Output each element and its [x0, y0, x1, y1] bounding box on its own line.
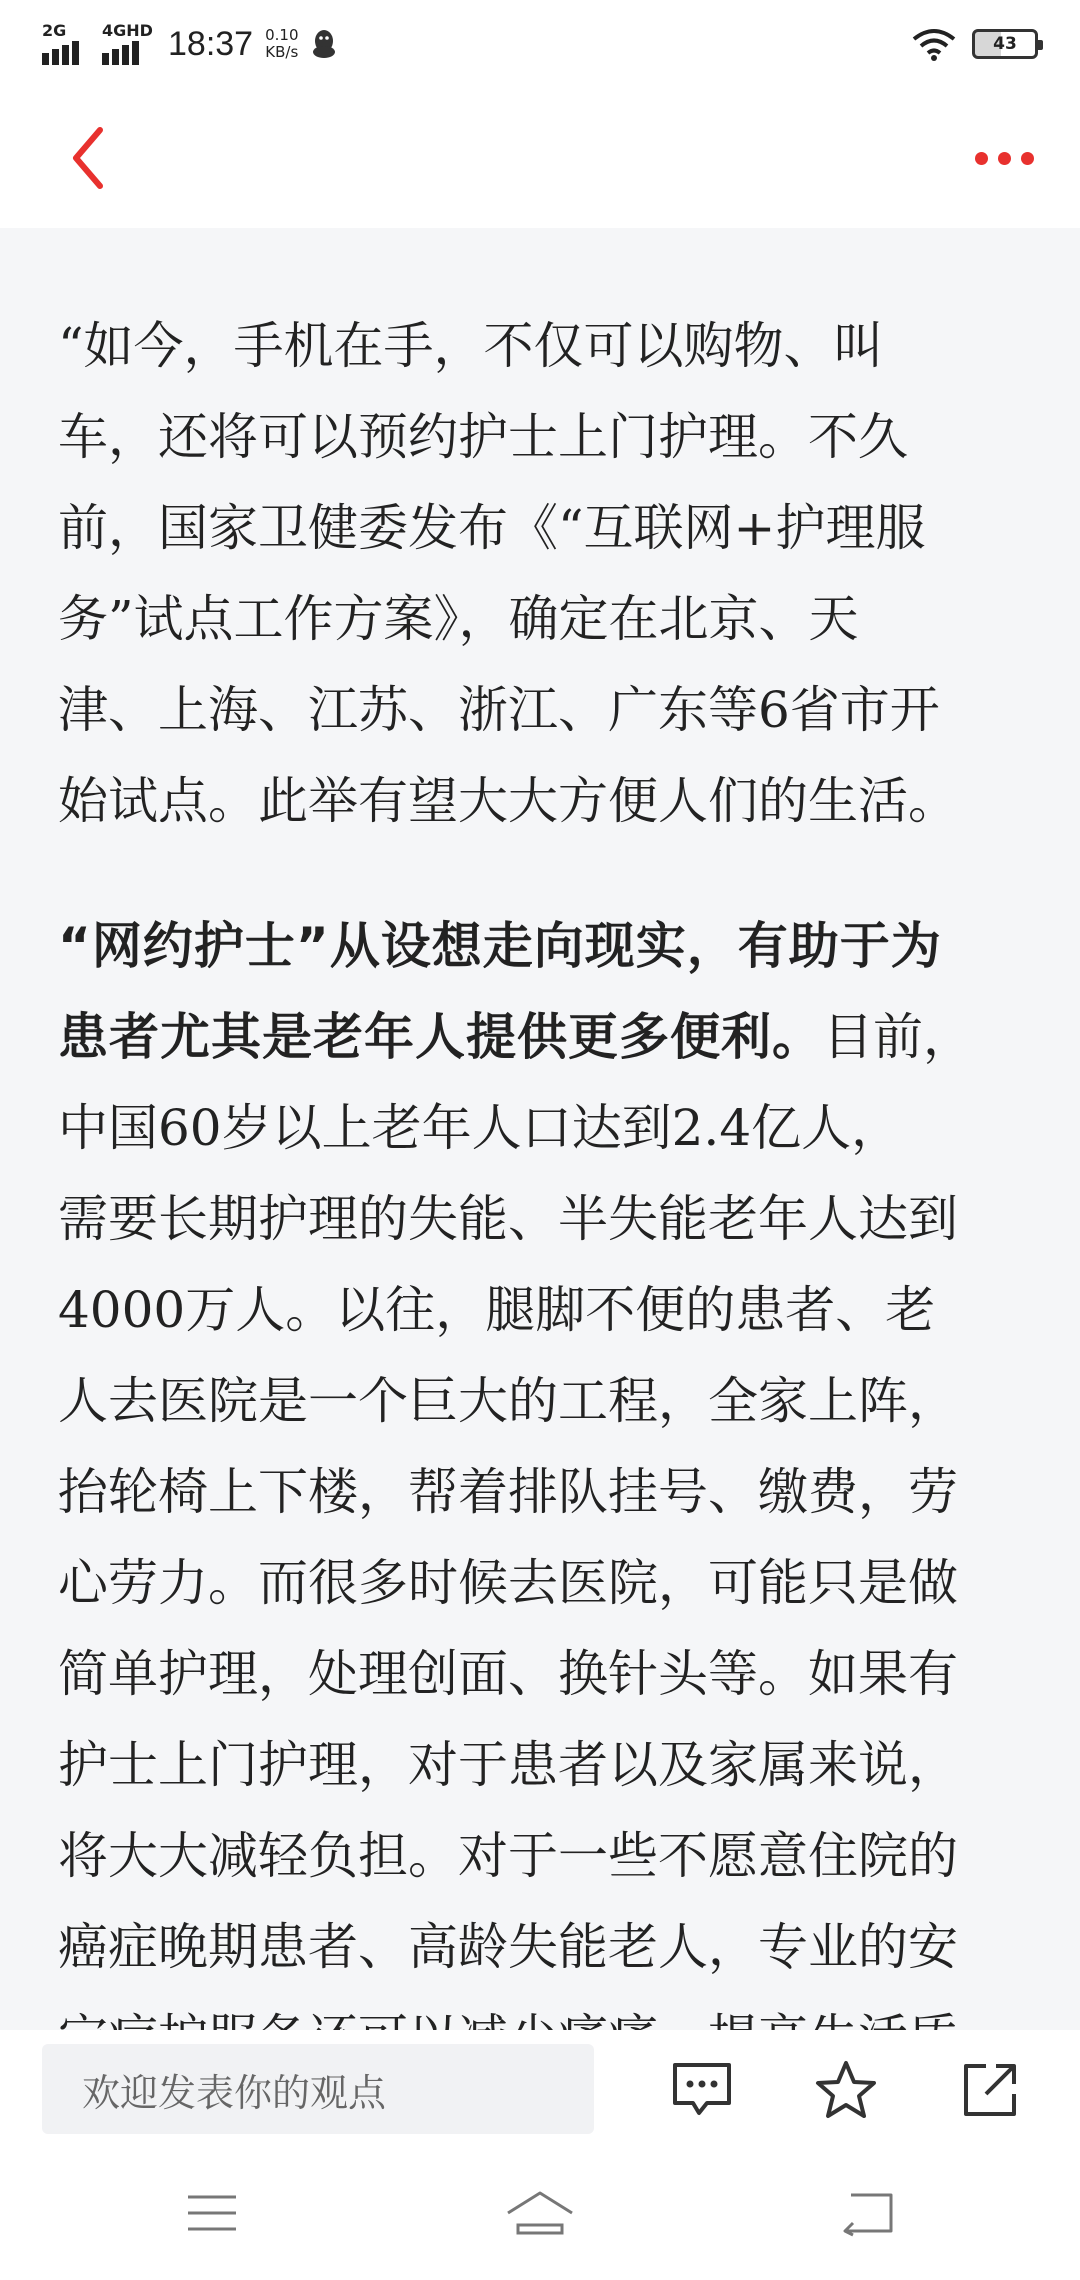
system-back-button[interactable] — [828, 2178, 908, 2248]
wifi-icon — [912, 27, 956, 61]
signal-sim1-icon — [42, 23, 90, 65]
battery-icon — [972, 29, 1038, 59]
article-paragraph-2 — [58, 901, 1028, 2084]
status-bar — [0, 0, 1080, 88]
system-menu-button[interactable] — [172, 2178, 252, 2248]
comment-input[interactable]: 欢迎发表你的观点 — [42, 2044, 594, 2134]
speed-unit: KB/s — [265, 43, 299, 61]
top-nav-bar — [0, 88, 1080, 228]
battery-level: 43 — [993, 34, 1017, 54]
article-content — [0, 228, 1080, 2030]
star-icon — [814, 2059, 878, 2121]
home-icon — [504, 2189, 576, 2237]
article-paragraph-2-body: 目前， 中国60岁以上老年人口达到2.4亿人， 需要长期护理的失能、半失能老年人达到 4000万人。以往，腿脚不便的患者、老 人去医院是一个巨大的工程，全家上阵， 抬轮椅上下楼，帮着排队挂号、缴费，劳 心劳力。而很多时候去医院，可能只是做 简单护理，处理创面、换针头等。如果有 护士上门护理，对于患者以及家属来说， 将大大减轻负担。对于一些不愿意住院的 癌症晚期患者、高龄失能老人，专业的安 — [58, 1008, 973, 1976]
more-dot — [975, 152, 988, 165]
chevron-left-icon — [68, 126, 108, 190]
sim2-label: 4GHD — [102, 21, 153, 40]
menu-icon — [186, 2193, 238, 2233]
more-dot — [1021, 152, 1034, 165]
back-icon — [841, 2191, 895, 2235]
comment-icon — [671, 2061, 733, 2119]
article-paragraph-1: “如今，手机在手，不仅可以购物、叫 车，还将可以预约护士上门护理。不久 前，国家卫健委发布《“互联网+护理服 务”试点工作方案》，确定在北京、天 津、上海、江苏、浙江、广东等6省市开 始试点。此举有望大大方便人们的生活。 — [58, 317, 958, 830]
system-nav-bar — [0, 2148, 1080, 2280]
sim1-label: 2G — [42, 21, 67, 40]
comments-button[interactable] — [662, 2050, 742, 2130]
qq-penguin-icon — [311, 28, 337, 60]
share-icon — [960, 2060, 1020, 2120]
share-button[interactable] — [950, 2050, 1030, 2130]
network-speed — [265, 27, 298, 61]
signal-sim2-icon — [102, 21, 153, 65]
favorite-button[interactable] — [806, 2050, 886, 2130]
clock: 18:37 — [168, 24, 254, 63]
more-dot — [998, 152, 1011, 165]
speed-value: 0.10 — [265, 26, 299, 44]
status-right — [912, 22, 1038, 66]
system-home-button[interactable] — [500, 2178, 580, 2248]
article-paragraph-2-lead: “网约护士”从设想走向现实，有助于为 患者尤其是老年人提供更多便利。 — [58, 917, 942, 1066]
comment-bar — [0, 2030, 1080, 2148]
back-button[interactable] — [52, 122, 124, 194]
more-button[interactable] — [964, 122, 1044, 194]
status-left — [42, 14, 337, 74]
